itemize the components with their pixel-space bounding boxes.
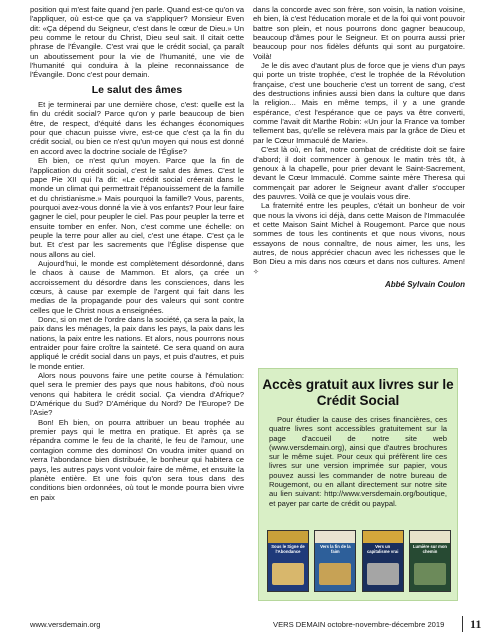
book-title: Sous le Signe de l'Abondance bbox=[271, 544, 305, 554]
paragraph: Je le dis avec d'autant plus de force que je viens d'un pays qui porte un triste trophée, c'est le trophée de la Révolution française, c'est une boucherie c'est un torrent de sang, c'est des destructions infinies aussi bien dans la culture que dans la religion... Mais en même temps, il y a une grande espérance, c'est l'espérance que ce pays va être converti, comme l'avait dit Marthe Robin: «Un jour la France va tomber tellement bas, qu'elle se relèvera mais par la grâce de Dieu et par le Cœur Immaculé de Marie». bbox=[253, 61, 465, 145]
paragraph: Eh bien, ce n'est qu'un moyen. Parce que la fin de l'application du crédit social, c'est le salut des âmes. C'est le pape Pie XII qui l'a dit: «Le crédit social créerait dans le monde un climat qui permettrait l'épanouissement de la famille et du christianisme.» Mais pourquoi la famille? Vous, parents, pourquoi avez-vous donné la vie à vos enfants? Pour leur faire gagner le ciel, pour peupler le ciel. Pas pour peupler la terre et ensuite tomber en enfer. Non, c'est comme une échelle: on peuple la terre pour aller au ciel, c'est une étape. C'est ça le but. Et c'est par les sacrements que l'Église dispense que nous allons au ciel. bbox=[30, 156, 244, 259]
paragraph: C'est là où, en fait, notre combat de créditiste doit se faire d'abord; il doit commencer à genoux le matin très tôt, à genoux à la chapelle, pour prier devant le Saint-Sacrement, devant le Cœur Immaculé. Comme sainte mère Theresa qui commençait par adorer le Seigneur avant d'aller s'occuper des pauvres. Voilà ce que je voulais vous dire. bbox=[253, 145, 465, 201]
website-link[interactable]: www.versdemain.org bbox=[30, 620, 101, 629]
paragraph: Aujourd'hui, le monde est complètement désordonné, dans le chaos à cause de Mammon. Et alors, ça crée un accroissement du désordre dans les consciences, dans les cœurs, à cause par exemple de l'argent qui fait dans les medias de la propagande pour des valeurs qui sont contre celles que le Christ nous a enseignées. bbox=[30, 258, 244, 315]
book-covers bbox=[267, 530, 451, 592]
page-footer bbox=[30, 617, 481, 632]
book-title: Lumière sur mon chemin bbox=[412, 544, 447, 554]
paragraph: position qui m'est faite quand j'en parle. Quand est-ce qu'on va l'appliquer, où est-ce que ça va s'appliquer? Monsieur Even dit: «Ça dépend du Seigneur, c'est dans le cœur de Dieu.» Un peu comme le retour du Christ, Dieu seul sait. Il citait cette phrase de l'Évangile. C'est vrai que le crédit social, ça paraît un aboutissement pour la vie de l'humanité, une vie de l'humanité qui conduira à la pleine reconnaissance de l'Évangile. Donc c'est pour demain. bbox=[30, 5, 244, 80]
paragraph: Donc, si on met de l'ordre dans la société, ça sera la paix, la paix dans les ménages, la paix dans les pays, la paix dans les nations, la paix entre les nations. Et alors, nous pourrons nous entraider pour faire croître la sainteté. Ce sera quand on aura appliqué le crédit social dans un pays, et puis d'autres, et puis le monde entier. bbox=[30, 315, 244, 371]
book-cover-3[interactable] bbox=[362, 530, 404, 592]
free-books-ad bbox=[258, 368, 458, 601]
magazine-issue: VERS DEMAIN octobre-novembre-décembre 2019 bbox=[273, 620, 445, 629]
paragraph: Bon! Eh bien, on pourra attribuer un beau trophée au premier pays qui le mettra en pratique. Et après ça se répandra comme le feu de la charité, le feu de l'amour, une contagion comme des dominos! On voudra imiter quand on verra l'abondance bien distribuée, le bonheur qui habitera ce pays, les autres pays vont vouloir faire de même, et ensuite la planète entière. Et une fois qu'on sera tous dans des conditions bien ordonnées, où tout le monde pourra bien vivre en paix bbox=[30, 417, 244, 502]
ornament-icon: ✧ bbox=[253, 268, 259, 276]
ad-title: Accès gratuit aux livres sur le Crédit Social bbox=[262, 377, 454, 408]
paragraph bbox=[253, 201, 465, 277]
paragraph-text: La fraternité entre les peuples, c'était un bonheur de voir que nous la vivons ici déjà, dans cette Maison de l'Immaculée et cette Maison Saint Michel à Rougemont. Parce que nous sommes de tous les continents et que nous vivons, nous essayons de nous connaître, de nous aimer, les uns, les autres, de nous apprécier chacun avec les richesses que le Bon Dieu a mis dans nos cœurs et dans nos cultures. Amen! bbox=[253, 201, 465, 267]
book-cover-4[interactable] bbox=[409, 530, 451, 592]
paragraph: Alors nous pouvons faire une petite course à l'émulation: quel sera le premier des pays que nous habitons, d'où nous venons qui habitera le crédit social. Ça viendra d'Afrique? D'Amérique du Sud? D'Amérique du Nord? De l'Europe? De l'Asie? bbox=[30, 371, 244, 418]
section-title: Le salut des âmes bbox=[91, 83, 183, 96]
book-title: Vers un capitalisme vrai bbox=[366, 544, 399, 554]
page-number: 11 bbox=[470, 617, 481, 631]
footer-divider bbox=[462, 616, 463, 632]
book-cover-2[interactable] bbox=[314, 530, 356, 592]
ad-text: Pour étudier la cause des crises financières, ces quatre livres sont accessibles gratuitement sur la page d'accueil de notre site web (www.versdemain.org), ainsi que d'autres brochures sur le même sujet. Pour ceux qui préfèrent lire ces livres sur une version imprimée sur papier, vous pouvez aussi les commander de notre bureau de Rougemont, ou en allant directement sur notre site au lien suivant: http://www.versdemain.org/boutique, et payer par carte de crédit ou paypal. bbox=[269, 415, 447, 508]
left-column bbox=[30, 5, 244, 502]
paragraph: Et je terminerai par une dernière chose, c'est: quelle est la fin du crédit social? Parce qu'on y parle beaucoup de bien être, de respect, d'équité dans les échanges économiques pour que chacun puisse vivre, est-ce que c'est ça la fin du crédit social, ou bien ce n'est qu'un moyen qui nous est donné en accord avec la doctrine sociale de l'Église? bbox=[30, 100, 244, 156]
book-cover-1[interactable] bbox=[267, 530, 309, 592]
author-signature: Abbé Sylvain Coulon bbox=[384, 279, 465, 289]
paragraph: dans la concorde avec son frère, son voisin, la nation voisine, eh bien, là c'est l'éducation morale et de la foi qui vont pouvoir battre son plein, et nous pourrons donc gagner beaucoup, beaucoup d'âmes pour le Seigneur. Et on pourra aussi prier beaucoup pour nos fidèles défunts qui sont au purgatoire. Voilà! bbox=[253, 5, 465, 61]
right-column bbox=[253, 5, 465, 289]
book-title: Vers la fin de la faim bbox=[320, 544, 351, 554]
